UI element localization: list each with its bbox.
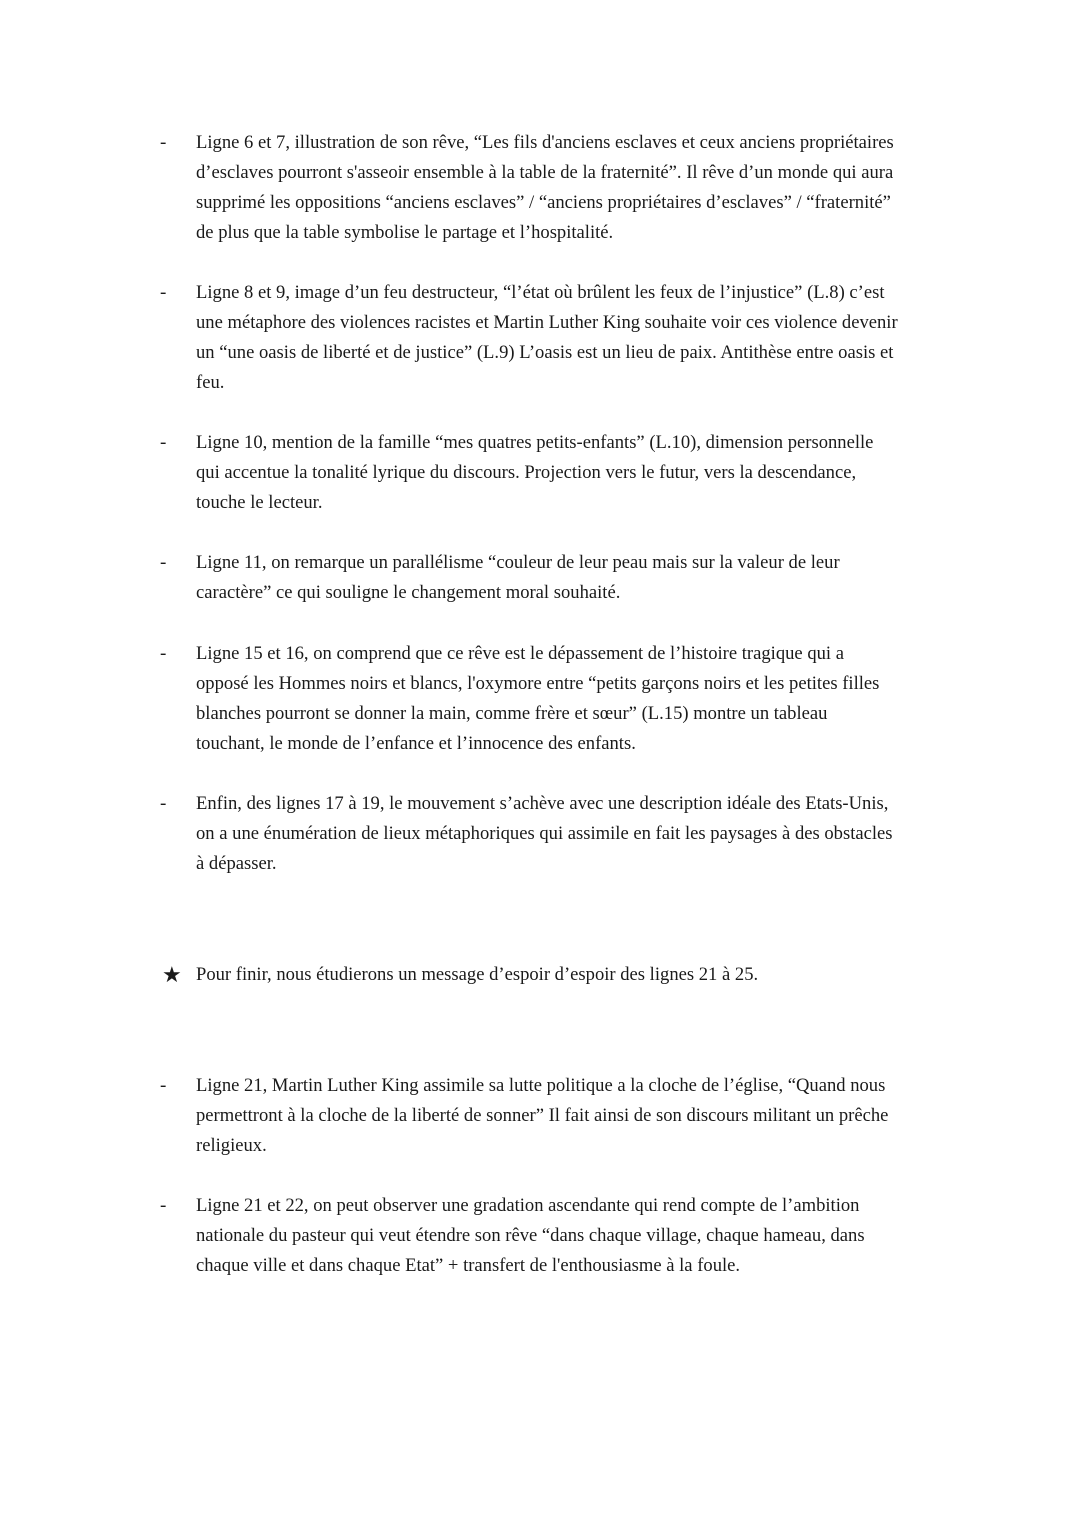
text-line: caractère” ce qui souligne le changement moral souhaité.: [196, 582, 621, 603]
text-line: de plus que la table symbolise le partage et l’hospitalité.: [196, 222, 614, 243]
text-line: opposé les Hommes noirs et blancs, l'oxymore entre “petits garçons noirs et les petites filles: [196, 673, 880, 694]
text-line: supprimé les oppositions “anciens esclaves” / “anciens propriétaires d’esclaves” / “fraternité”: [196, 192, 891, 213]
text-line: Ligne 10, mention de la famille “mes quatres petits-enfants” (L.10), dimension personnelle: [196, 432, 874, 453]
dash-bullet: -: [160, 282, 167, 303]
text-line: qui accentue la tonalité lyrique du discours. Projection vers le futur, vers la descendance,: [196, 462, 857, 483]
text-line: une métaphore des violences racistes et Martin Luther King souhaite voir ces violence devenir: [196, 312, 898, 333]
text-line: religieux.: [196, 1135, 267, 1156]
text-line: Ligne 8 et 9, image d’un feu destructeur, “l’état où brûlent les feux de l’injustice” (L.8) c’est: [196, 282, 885, 303]
text-line: Enfin, des lignes 17 à 19, le mouvement s’achève avec une description idéale des Etats-Unis,: [196, 793, 889, 814]
dash-bullet: -: [160, 1075, 167, 1096]
paragraph: [196, 1071, 956, 1161]
text-line: nationale du pasteur qui veut étendre son rêve “dans chaque village, chaque hameau, dans: [196, 1225, 865, 1246]
paragraph: [196, 278, 956, 398]
dash-bullet: -: [160, 432, 167, 453]
paragraph: [196, 1191, 956, 1281]
text-line: Ligne 11, on remarque un parallélisme “couleur de leur peau mais sur la valeur de leur: [196, 552, 840, 573]
paragraph: [196, 639, 956, 759]
text-line: Pour finir, nous étudierons un message d’espoir d’espoir des lignes 21 à 25.: [196, 964, 759, 985]
star-icon: ★: [162, 962, 182, 987]
paragraph: [196, 428, 956, 518]
dash-bullet: -: [160, 1195, 167, 1216]
text-line: feu.: [196, 372, 225, 393]
text-line: Ligne 15 et 16, on comprend que ce rêve est le dépassement de l’histoire tragique qui a: [196, 643, 844, 664]
text-line: Ligne 6 et 7, illustration de son rêve, “Les fils d'anciens esclaves et ceux anciens propriétaires: [196, 132, 894, 153]
text-line: touche le lecteur.: [196, 492, 323, 513]
text-line: chaque ville et dans chaque Etat” + transfert de l'enthousiasme à la foule.: [196, 1255, 741, 1276]
dash-bullet: -: [160, 643, 167, 664]
section-heading: [196, 960, 956, 990]
paragraph: [196, 789, 956, 879]
paragraph: [196, 548, 956, 608]
text-line: on a une énumération de lieux métaphoriques qui assimile en fait les paysages à des obstacles: [196, 823, 893, 844]
text-line: à dépasser.: [196, 853, 277, 874]
dash-bullet: -: [160, 793, 167, 814]
text-line: blanches pourront se donner la main, comme frère et sœur” (L.15) montre un tableau: [196, 703, 828, 724]
text-line: touchant, le monde de l’enfance et l’innocence des enfants.: [196, 733, 636, 754]
dash-bullet: -: [160, 552, 167, 573]
paragraph: [196, 128, 956, 248]
text-line: un “une oasis de liberté et de justice” (L.9) L’oasis est un lieu de paix. Antithèse entre oasis et: [196, 342, 894, 363]
dash-bullet: -: [160, 132, 167, 153]
text-line: d’esclaves pourront s'asseoir ensemble à la table de la fraternité”. Il rêve d’un monde qui aura: [196, 162, 894, 183]
text-line: permettront à la cloche de la liberté de sonner” Il fait ainsi de son discours militant un prêche: [196, 1105, 889, 1126]
text-line: Ligne 21, Martin Luther King assimile sa lutte politique a la cloche de l’église, “Quand nous: [196, 1075, 886, 1096]
text-line: Ligne 21 et 22, on peut observer une gradation ascendante qui rend compte de l’ambition: [196, 1195, 860, 1216]
